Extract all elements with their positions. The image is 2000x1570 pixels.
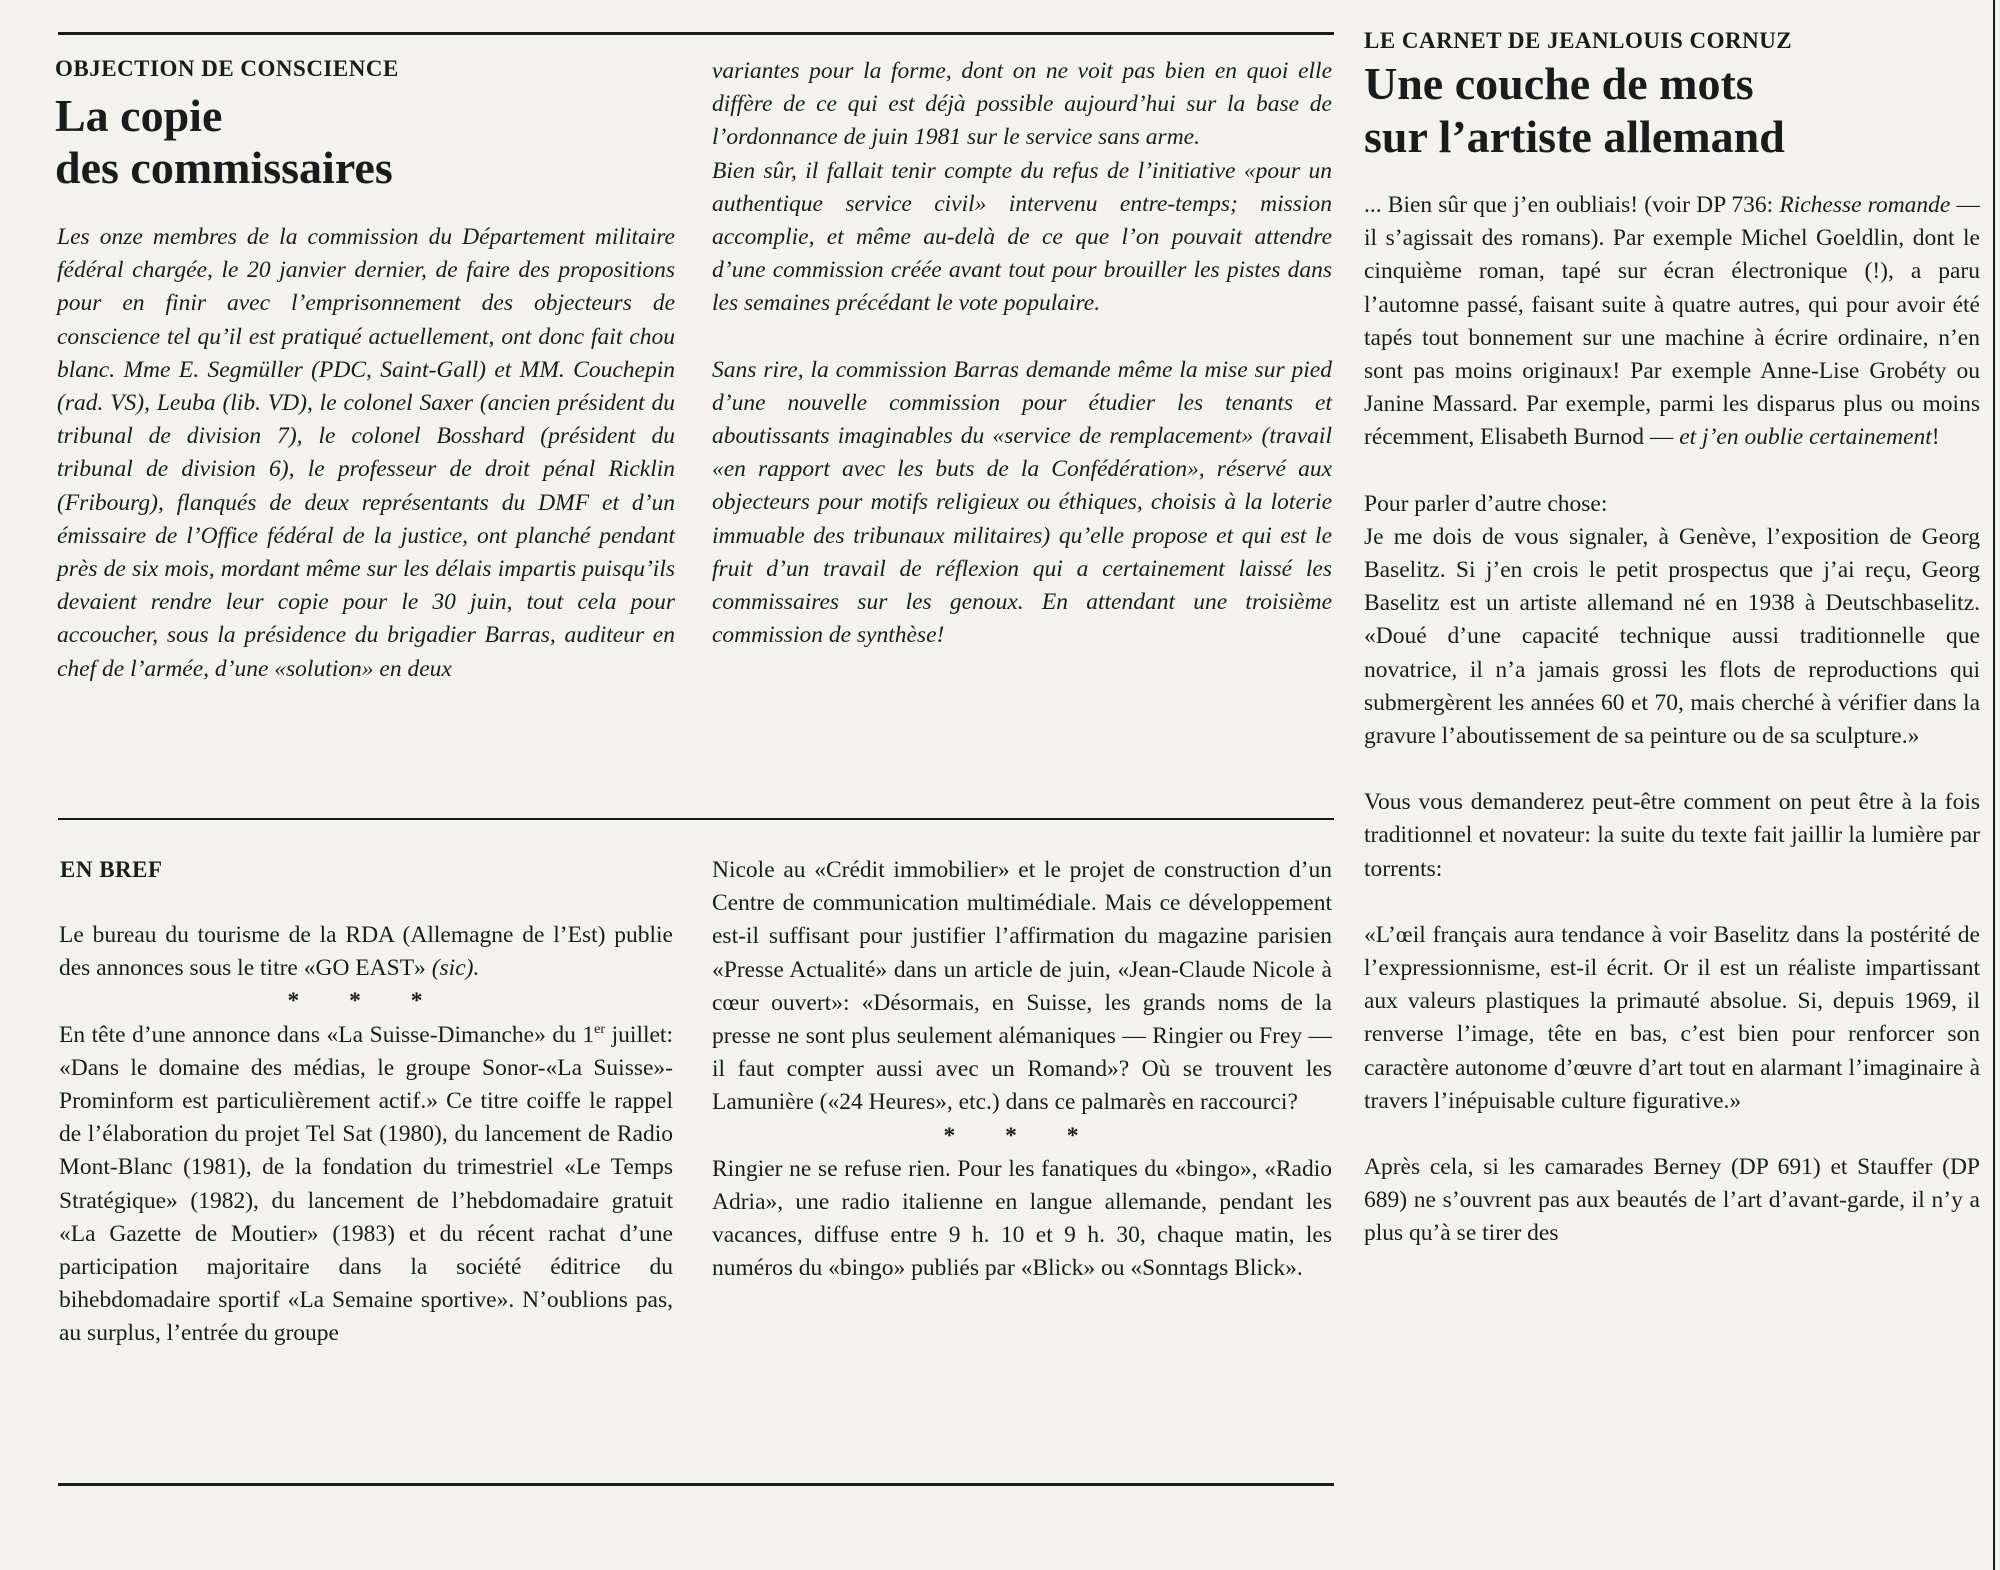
enbref-col2-separator: * * * — [943, 1122, 1101, 1149]
enbref-col2-p2: Ringier ne se refuse rien. Pour les fanatiques du «bingo», «Radio Adria», une radio italienne en langue allemande, pendant les vacances, diffuse entre 9 h. 10 et 9 h. 30, chaque matin, les numéros du «bingo» publiés par «Blick» ou «Sonntags Blick». — [712, 1155, 1332, 1282]
enbref-kicker: EN BREF — [60, 857, 163, 882]
enbref-separator: * * * — [287, 988, 445, 1015]
carnet-title-line2: sur l’artiste allemand — [1364, 110, 1785, 162]
carnet-headline — [1364, 58, 1785, 164]
enbref-column-1 — [59, 919, 673, 1351]
carnet-p1 — [1364, 189, 1980, 455]
page-edge-line — [1993, 0, 1995, 1570]
carnet-p1-b: — il s’agissait des romans). Par exemple Michel Goeldlin, dont le cinquième roman, tapé sur écran électronique (!), a paru l’automne passé, faisant suite à quatre autres, qui pour avoir été tapés tout bonnement sur une machine à écrire ordinaire, n’en sont pas moins originaux! Par exemple Anne-Lise Grobéty ou Janine Massard. Par exemple, parmi les disparus plus ou moins récemment, Elisabeth Burnod — — [1364, 192, 1980, 451]
enbref-p2-before: En tête d’une annonce dans «La Suisse-Dimanche» du 1 — [59, 1021, 595, 1048]
carnet-p3: Vous vous demanderez peut-être comment on peut être à la fois traditionnel et novateur: la suite du texte fait jaillir la lumière par torrents: — [1364, 789, 1980, 882]
enbref-p2-sup: er — [594, 1020, 606, 1037]
top-rule — [58, 32, 1334, 35]
mid-rule — [58, 818, 1334, 820]
objection-col2-para2: Bien sûr, il fallait tenir compte du refus de l’initiative «pour un authentique service civil» intervenu entre-temps; mission accomplie, et même au-delà de ce que l’on pouvait attendre d’une commission créée avant tout pour brouiller les pistes dans les semaines précédant le vote populaire. — [712, 157, 1332, 317]
enbref-p1-text: Le bureau du tourisme de la RDA (Allemagne de l’Est) publie des annonces sous le titre «GO EAST» — [59, 922, 673, 982]
enbref-p1 — [59, 919, 673, 985]
carnet-p2-line1: Pour parler d’autre chose: — [1364, 490, 1608, 517]
objection-title-line1: La copie — [55, 90, 223, 141]
objection-column-2 — [712, 55, 1332, 652]
enbref-column-2 — [712, 854, 1332, 1286]
carnet-p4: «L’œil français aura tendance à voir Baselitz dans la postérité de l’expressionnisme, est-il écrit. Or il est un réaliste impartissant aux valeurs plastiques la primauté absolue. Si, depuis 1969, il renverse l’image, tête en bas, c’est bien pour renforcer son caractère autonome d’œuvre d’art tout en alarmant l’imaginaire à travers l’inépuisable culture figurative.» — [1364, 921, 1980, 1114]
carnet-p2 — [1364, 488, 1980, 754]
objection-headline — [55, 90, 393, 194]
objection-col2-para3: Sans rire, la commission Barras demande même la mise sur pied d’une nouvelle commission pour étudier les tenants et aboutissants imaginables du «service de remplacement» (travail «en rapport avec les buts de la Confédération», réservé aux objecteurs pour motifs religieux ou éthiques, choisis à la loterie immuable des tribunaux militaires) qu’elle propose et qui est le fruit d’un travail de réflexion qui a certainement laissé les commissaires sur les genoux. En attendant une troisième commission de synthèse! — [712, 356, 1332, 649]
objection-col1-text: Les onze membres de la commission du Département militaire fédéral chargée, le 20 janvier dernier, de faire des propositions pour en finir avec l’emprisonnement des objecteurs de conscience tel qu’il est pratiqué actuellement, ont donc fait chou blanc. Mme E. Segmüller (PDC, Saint-Gall) et MM. Couchepin (rad. VS), Leuba (lib. VD), le colonel Saxer (ancien président du tribunal de division 7), le colonel Bosshard (président du tribunal de division 6), le professeur de droit pénal Ricklin (Fribourg), flanqués de deux représentants du DMF et d’un émissaire de l’Office fédéral de la justice, ont planché pendant près de six mois, mordant même sur les délais impartis puisqu’ils devaient rendre leur copie pour le 30 juin, tout cela pour accoucher, sous la présidence du brigadier Barras, auditeur en chef de l’armée, d’une «solution» en deux — [57, 224, 675, 682]
objection-column-1 — [57, 221, 675, 686]
enbref-p2-after: juillet: «Dans le domaine des médias, le groupe Sonor-«La Suisse»-Prominform est particulièrement actif.» Ce titre coiffe le rappel de l’élaboration du projet Tel Sat (1980), du lancement de Radio Mont-Blanc (1981), de la fondation du trimestriel «Le Temps Stratégique» (1982), du lancement de l’hebdomadaire gratuit «La Gazette de Moutier» (1983) et du récent rachat d’une participation majoritaire dans la société éditrice du bihebdomadaire sportif «La Semaine sportive». N’oublions pas, au surplus, l’entrée du groupe — [59, 1021, 673, 1347]
bottom-rule — [58, 1483, 1334, 1486]
carnet-kicker: LE CARNET DE JEANLOUIS CORNUZ — [1364, 28, 1793, 53]
objection-title-line2: des commissaires — [55, 141, 393, 193]
objection-kicker: OBJECTION DE CONSCIENCE — [55, 56, 399, 81]
carnet-p1-italic: Richesse romande — [1779, 192, 1951, 218]
enbref-col2-p1: Nicole au «Crédit immobilier» et le projet de construction d’un Centre de communication multimédiale. Mais ce développement est-il suffisant pour justifier l’affirmation du magazine parisien «Presse Actualité» dans un article de juin, «Jean-Claude Nicole à cœur ouvert»: «Désormais, en Suisse, les grands noms de la presse ne sont plus seulement alémaniques — Ringier ou Frey — il faut compter aussi avec un Romand»? Où se trouvent les Lamunière («24 Heures», etc.) dans ce palmarès en raccourci? — [712, 857, 1332, 1116]
objection-col2-para1: variantes pour la forme, dont on ne voit pas bien en quoi elle diffère de ce qui est déjà possible aujourd’hui sur la base de l’ordonnance de juin 1981 sur le service sans arme. — [712, 58, 1332, 151]
carnet-p5: Après cela, si les camarades Berney (DP 691) et Stauffer (DP 689) ne s’ouvrent pas aux beautés de l’art d’avant-garde, il n’y a plus qu’à se tirer des — [1364, 1154, 1980, 1247]
carnet-title-line1: Une couche de mots — [1364, 58, 1754, 109]
carnet-p1-a: ... Bien sûr que j’en oubliais! (voir DP 736: — [1364, 192, 1774, 218]
carnet-column — [1364, 189, 1980, 1251]
carnet-p2-rest: Je me dois de vous signaler, à Genève, l’exposition de Georg Baselitz. Si j’en crois le petit prospectus que j’ai reçu, Georg Baselitz est un artiste allemand né en 1938 à Deutschbaselitz. «Doué d’une capacité technique aussi traditionnelle que novatrice, il n’a jamais grossi les flots de reproductions qui submergèrent les années 60 et 70, mais cherché à vérifier dans la gravure l’aboutissement de sa peinture ou de sa sculpture.» — [1364, 523, 1980, 750]
carnet-p1-italic2: et j’en oublie certainement — [1679, 424, 1932, 451]
enbref-p1-sic: (sic). — [431, 955, 480, 982]
carnet-p1-end: ! — [1931, 424, 1940, 451]
enbref-p2 — [59, 1019, 673, 1351]
